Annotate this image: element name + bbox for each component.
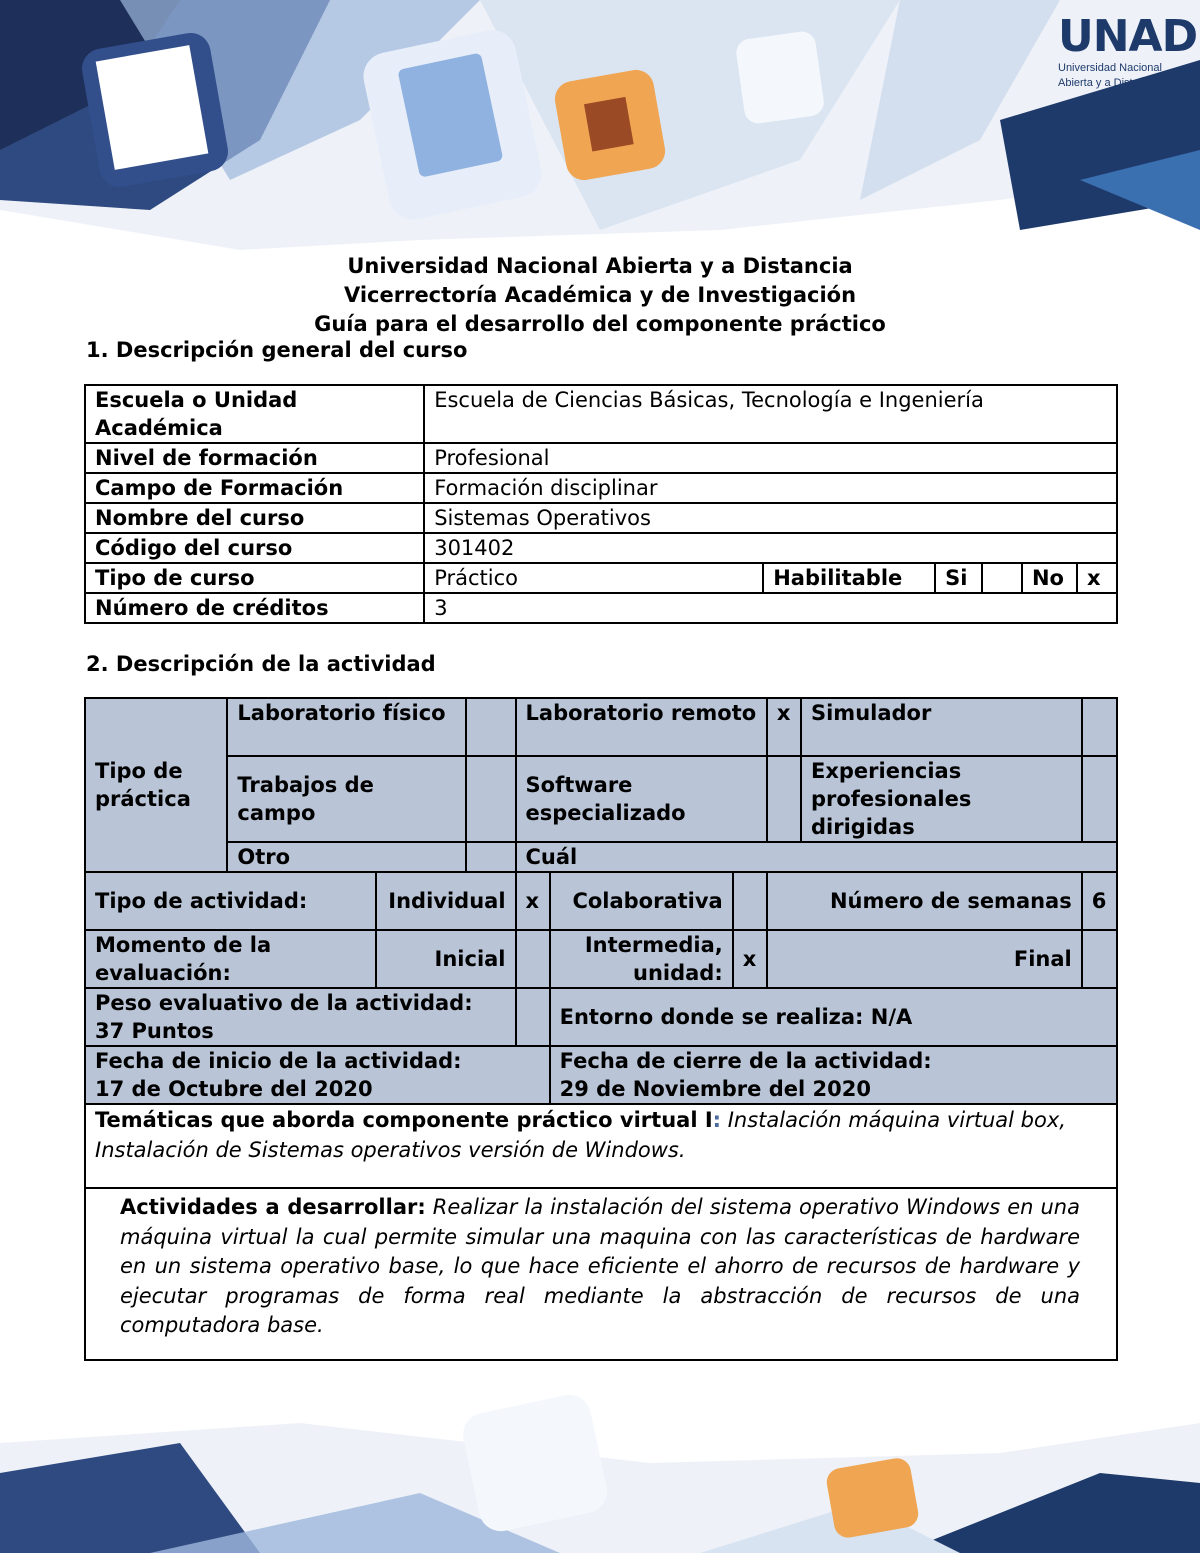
- mark-inicial: [516, 930, 550, 988]
- opt-individual: Individual: [376, 872, 516, 930]
- opt-inicial: Inicial: [376, 930, 516, 988]
- logo-subtitle-1: Universidad Nacional: [1058, 62, 1162, 74]
- opt-otro: Otro: [227, 842, 465, 872]
- mark-otro: [466, 842, 516, 872]
- value-course-code: 301402: [424, 533, 1117, 563]
- peso-spacer: [516, 988, 550, 1046]
- opt-experiencias: Experiencias profesionales dirigidas: [801, 756, 1082, 842]
- tematicas-separator: :: [712, 1108, 722, 1132]
- opt-lab-remoto: Laboratorio remoto: [516, 698, 767, 756]
- label-tipo-actividad: Tipo de actividad:: [85, 872, 376, 930]
- university-title: Universidad Nacional Abierta y a Distancia: [347, 254, 853, 278]
- mark-trabajos-campo: [466, 756, 516, 842]
- label-no: No: [1022, 563, 1077, 593]
- opt-colaborativa: Colaborativa: [550, 872, 733, 930]
- fecha-inicio-value: 17 de Octubre del 2020: [95, 1077, 373, 1101]
- mark-experiencias: [1082, 756, 1117, 842]
- opt-intermedia: Intermedia, unidad:: [550, 930, 733, 988]
- mark-software: [767, 756, 801, 842]
- mark-individual: x: [516, 872, 550, 930]
- tematicas-text: Instalación máquina virtual box, Instalación de Sistemas operativos versión de Windows.: [95, 1108, 1066, 1162]
- value-field: Formación disciplinar: [424, 473, 1117, 503]
- label-habilitable: Habilitable: [763, 563, 935, 593]
- label-course-name: Nombre del curso: [85, 503, 424, 533]
- opt-trabajos-campo: Trabajos de campo: [227, 756, 465, 842]
- actividades-text: Realizar la instalación del sistema operativo Windows en una máquina virtual la cual permite simular una maquina con las características de hardware en un sistema operativo base, lo que hace eficiente el ahorro de recursos de hardware y ejecutar programas de forma real mediante la abstracción de recursos de una computadora base.: [120, 1195, 1080, 1337]
- fecha-cierre-value: 29 de Noviembre del 2020: [559, 1077, 871, 1101]
- header-decoration: [0, 0, 1200, 260]
- mark-final: [1082, 930, 1117, 988]
- mark-colaborativa: [733, 872, 767, 930]
- label-semanas: Número de semanas: [767, 872, 1082, 930]
- logo-wordmark: UNAD: [1058, 11, 1198, 62]
- value-course-type: Práctico: [424, 563, 763, 593]
- section1-title: 1. Descripción general del curso: [86, 338, 468, 362]
- opt-simulador: Simulador: [801, 698, 1082, 756]
- fecha-inicio-label: Fecha de inicio de la actividad:: [95, 1049, 462, 1073]
- fecha-inicio: [85, 1046, 550, 1104]
- activity-table: [84, 697, 1118, 1361]
- label-school: Escuela o Unidad Académica: [85, 385, 424, 443]
- peso-label: Peso evaluativo de la actividad:: [95, 991, 473, 1015]
- mark-si: [982, 563, 1022, 593]
- vice-rectory-title: Vicerrectoría Académica y de Investigación: [343, 283, 857, 307]
- label-peso: [85, 988, 516, 1046]
- actividades-label: Actividades a desarrollar:: [120, 1195, 426, 1219]
- section2-title: 2. Descripción de la actividad: [86, 652, 436, 676]
- opt-final: Final: [767, 930, 1082, 988]
- footer-decoration: [0, 1383, 1200, 1553]
- opt-software: Software especializado: [516, 756, 767, 842]
- mark-lab-remoto: x: [767, 698, 801, 756]
- label-course-code: Código del curso: [85, 533, 424, 563]
- opt-cual: Cuál: [516, 842, 1117, 872]
- label-si: Si: [935, 563, 982, 593]
- label-credits: Número de créditos: [85, 593, 424, 623]
- logo-subtitle-2: Abierta y a Distancia: [1058, 77, 1159, 89]
- course-info-table: [84, 384, 1118, 624]
- label-course-type: Tipo de curso: [85, 563, 424, 593]
- label-level: Nivel de formación: [85, 443, 424, 473]
- label-field: Campo de Formación: [85, 473, 424, 503]
- value-credits: 3: [424, 593, 1117, 623]
- value-course-name: Sistemas Operativos: [424, 503, 1117, 533]
- label-entorno: Entorno donde se realiza: N/A: [550, 988, 1117, 1046]
- peso-value: 37 Puntos: [95, 1019, 214, 1043]
- mark-simulador: [1082, 698, 1117, 756]
- value-semanas: 6: [1082, 872, 1117, 930]
- actividades-cell: [85, 1188, 1117, 1360]
- label-tipo-practica: Tipo de práctica: [85, 698, 227, 872]
- opt-lab-fisico: Laboratorio físico: [227, 698, 465, 756]
- tematicas-cell: [85, 1104, 1117, 1188]
- guide-title: Guía para el desarrollo del componente práctico: [314, 312, 886, 336]
- value-level: Profesional: [424, 443, 1117, 473]
- mark-lab-fisico: [466, 698, 516, 756]
- fecha-cierre: [550, 1046, 1117, 1104]
- tematicas-label: Temáticas que aborda componente práctico virtual I: [95, 1108, 713, 1132]
- value-school: Escuela de Ciencias Básicas, Tecnología e Ingeniería: [424, 385, 1117, 443]
- mark-intermedia: x: [733, 930, 767, 988]
- label-momento: Momento de la evaluación:: [85, 930, 376, 988]
- unad-logo: [1058, 11, 1198, 124]
- fecha-cierre-label: Fecha de cierre de la actividad:: [559, 1049, 932, 1073]
- mark-no: x: [1077, 563, 1117, 593]
